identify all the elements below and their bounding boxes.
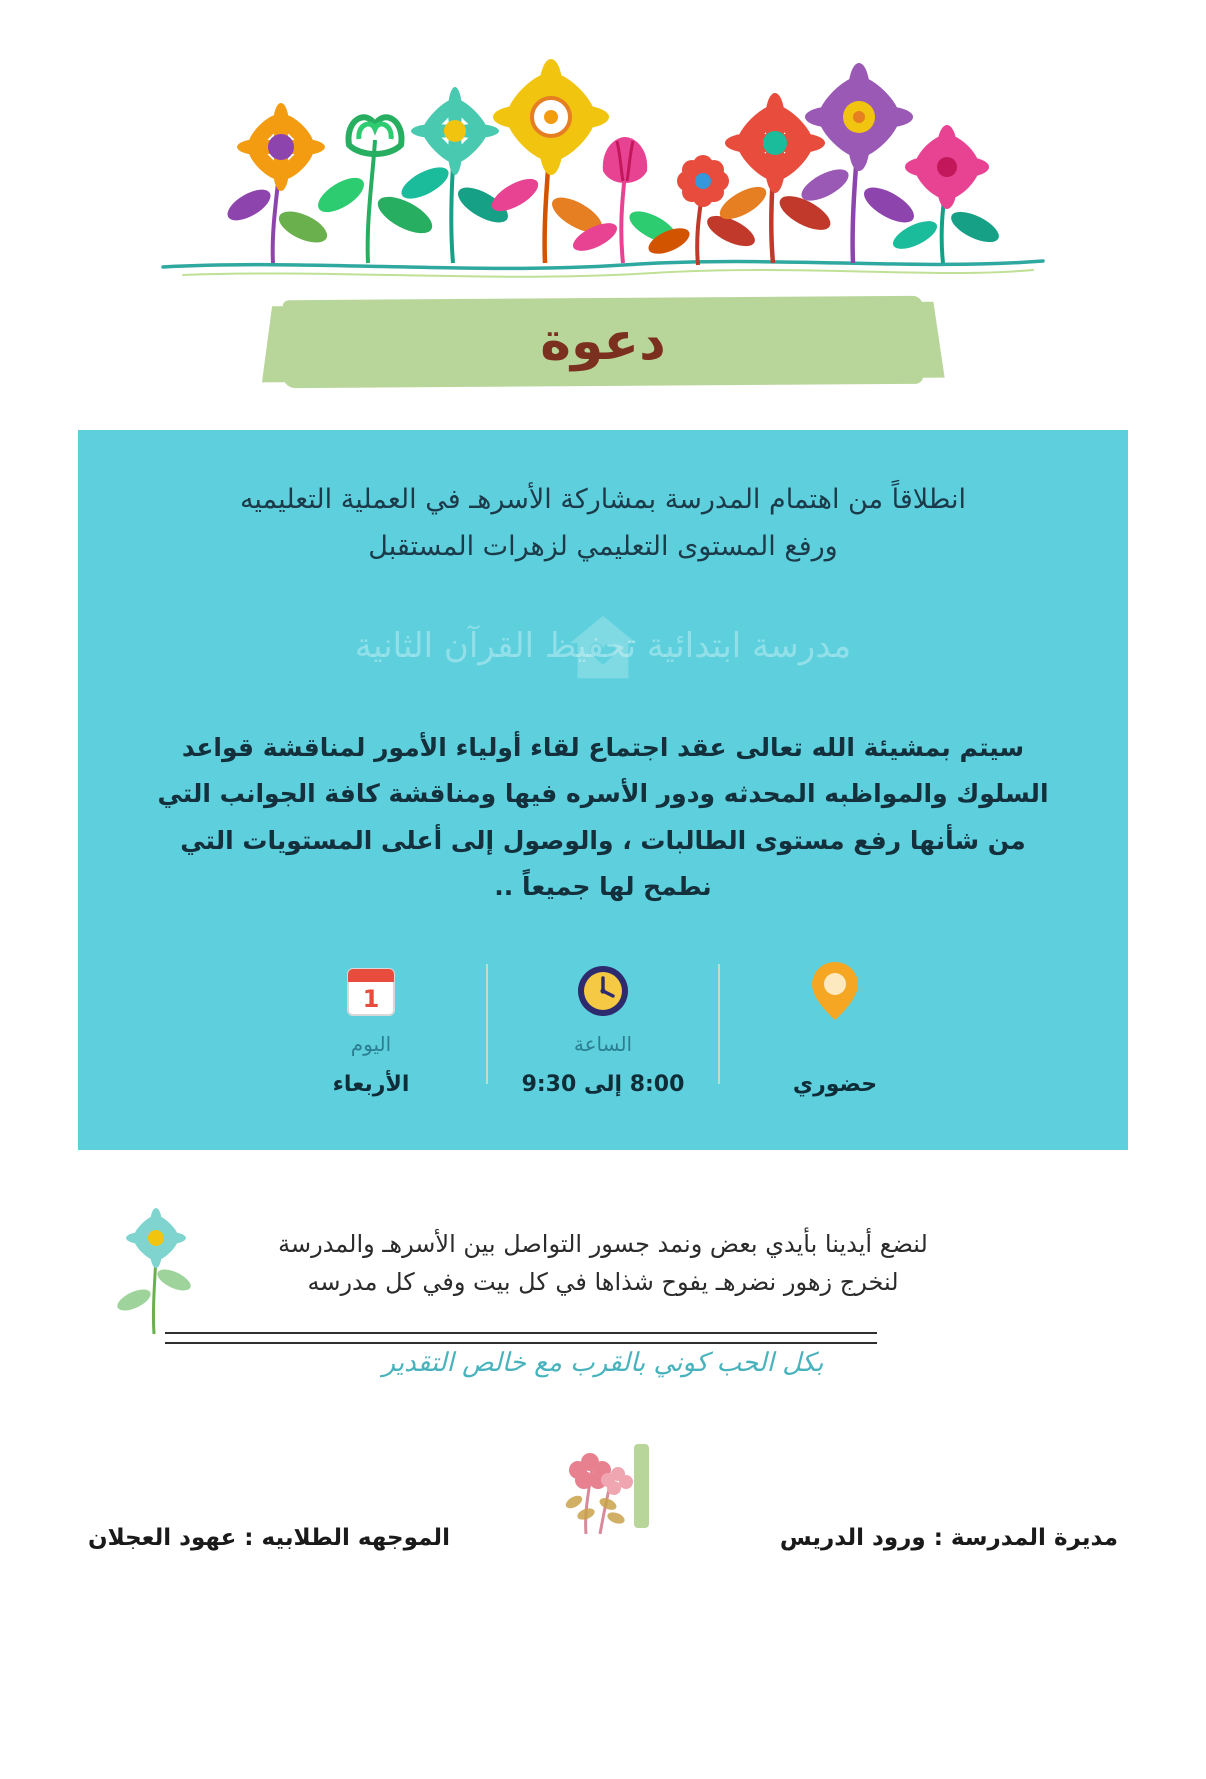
intro-line-1: انطلاقاً من اهتمام المدرسة بمشاركة الأسرهـ في العملية التعليميه xyxy=(239,484,967,515)
body-text xyxy=(78,725,1128,910)
detail-location-value: حضوري xyxy=(792,1072,878,1097)
signature-principal: مديرة المدرسة : ورود الدريس xyxy=(779,1525,1118,1551)
body-line-1: سيتم بمشيئة الله تعالى عقد اجتماع لقاء أولياء الأمور لمناقشة قواعد xyxy=(181,733,1025,762)
detail-divider-1 xyxy=(718,964,720,1084)
intro-line-2: ورفع المستوى التعليمي لزهرات المستقبل xyxy=(368,531,838,563)
detail-day-label: اليوم xyxy=(350,1032,392,1056)
page-title: دعوة xyxy=(540,312,666,372)
detail-time-label: الساعة xyxy=(573,1032,633,1056)
detail-time xyxy=(488,952,718,1097)
flower-banner-illustration xyxy=(153,55,1053,300)
double-rule-divider xyxy=(165,1332,877,1344)
signature-row xyxy=(0,1525,1206,1551)
body-line-4: نطمح لها جميعاً .. xyxy=(494,871,712,901)
signature-student-counselor: الموجهه الطلابيه : عهود العجلان xyxy=(88,1525,450,1551)
body-line-2: السلوك والمواظبه المحدثه ودور الأسره فيها ومناقشة كافة الجوانب التي xyxy=(157,779,1049,809)
detail-location xyxy=(720,952,950,1097)
location-pin-icon xyxy=(720,960,950,1022)
script-closing-line: بكل الحب كوني بالقرب مع خالص التقدير xyxy=(382,1348,824,1378)
detail-day-value: الأربعاء xyxy=(332,1072,410,1097)
closing-line-1: لنضع أيدينا بأيدي بعض ونمد جسور التواصل بين الأسرهـ والمدرسة xyxy=(278,1230,928,1258)
body-line-3: من شأنها رفع مستوى الطالبات ، والوصول إلى أعلى المستويات التي xyxy=(180,825,1026,855)
detail-divider-2 xyxy=(486,964,488,1084)
svg-text:1: 1 xyxy=(362,985,380,1013)
calendar-icon xyxy=(256,960,486,1022)
detail-location-label xyxy=(720,1032,950,1056)
intro-text xyxy=(78,476,1128,571)
invitation-card xyxy=(78,430,1128,1150)
title-ribbon xyxy=(283,298,923,386)
event-details-row xyxy=(78,952,1128,1122)
house-watermark-icon xyxy=(564,610,642,684)
detail-time-value: 8:00 إلى 9:30 xyxy=(521,1072,685,1097)
closing-line-2: لنخرج زهور نضرهـ يفوح شذاها في كل بيت وفي كل مدرسه xyxy=(307,1268,899,1297)
detail-day xyxy=(256,952,486,1097)
school-watermark: مدرسة ابتدائية تحفيظ القرآن الثانية xyxy=(354,626,852,666)
closing-text xyxy=(0,1225,1206,1302)
clock-icon xyxy=(488,960,718,1022)
